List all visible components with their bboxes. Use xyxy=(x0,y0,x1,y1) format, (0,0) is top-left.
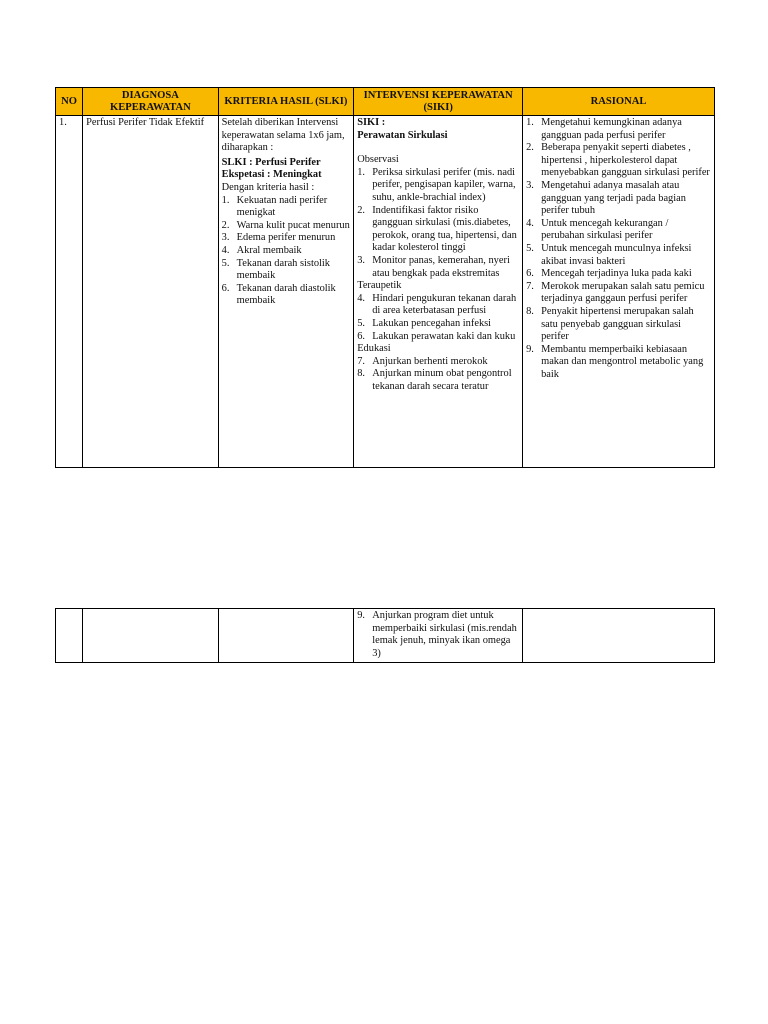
list-item-text: Anjurkan minum obat pengontrol tekanan darah secara teratur xyxy=(372,368,512,392)
list-item-number: 3. xyxy=(357,254,365,266)
list-item xyxy=(357,293,519,318)
list-item-text: Monitor panas, kemerahan, nyeri atau bengkak pada ekstremitas xyxy=(372,254,510,279)
list-item-number: 8. xyxy=(526,305,534,317)
list-item xyxy=(222,195,351,220)
list-item-text: Lakukan perawatan kaki dan kuku xyxy=(372,330,516,342)
list-item-number: 5. xyxy=(526,242,534,254)
list-item xyxy=(526,281,711,306)
list-item-text: Periksa sirkulasi perifer (mis. nadi perifer, pengisapan kapiler, warna, suhu, ankle-brachial index) xyxy=(372,166,516,203)
header-rasional: RASIONAL xyxy=(523,88,715,116)
kriteria-label: Dengan kriteria hasil : xyxy=(221,181,315,193)
header-no: NO xyxy=(56,88,83,116)
table-row xyxy=(56,116,715,468)
cell-diagnosa xyxy=(83,609,219,663)
list-item-number: 7. xyxy=(357,355,365,367)
list-item xyxy=(222,232,351,245)
list-item xyxy=(526,180,711,218)
cell-diagnosa: Perfusi Perifer Tidak Efektif xyxy=(83,116,219,468)
list-item-text: Warna kulit pucat menurun xyxy=(236,219,350,231)
list-item-number: 1. xyxy=(221,194,230,206)
header-row xyxy=(56,88,715,116)
teraupetik-list xyxy=(357,293,519,343)
list-item-text: Merokok merupakan salah satu pemicu terjadinya ganggaun perfusi perifer xyxy=(541,280,705,305)
list-item-number: 6. xyxy=(221,282,230,294)
cell-no xyxy=(56,609,83,663)
list-item-number: 1. xyxy=(526,117,534,128)
slki-title: SLKI : Perfusi Perifer xyxy=(221,156,321,168)
cell-no: 1. xyxy=(56,116,83,468)
header-diagnosa: DIAGNOSA KEPERAWATAN xyxy=(83,88,219,116)
list-item xyxy=(526,142,711,180)
list-item-text: Indentifikasi faktor risiko gangguan sirkulasi (mis.diabetes, perokok, orang tua, hipertensi, dan kadar kolesterol tinggi xyxy=(372,204,517,254)
header-intervensi: INTERVENSI KEPERAWATAN (SIKI) xyxy=(354,88,523,116)
ekspetasi: Ekspetasi : Meningkat xyxy=(221,169,322,181)
list-item-text: Tekanan darah diastolik membaik xyxy=(236,282,336,307)
edukasi-label: Edukasi xyxy=(357,343,391,355)
list-item-text: Anjurkan program diet untuk memperbaiki sirkulasi (mis.rendah lemak jenuh, minyak ikan omega 3) xyxy=(372,610,517,659)
list-item xyxy=(526,243,711,268)
list-item xyxy=(357,356,519,369)
care-plan-table-continued xyxy=(55,608,715,663)
list-item xyxy=(222,258,351,283)
list-item xyxy=(222,220,351,233)
kriteria-intro: Setelah diberikan Intervensi keperawatan selama 1x6 jam, diharapkan : xyxy=(221,117,345,154)
siki-label: SIKI : xyxy=(357,117,386,128)
cell-rasional xyxy=(523,116,715,468)
list-item-text: Anjurkan berhenti merokok xyxy=(372,355,488,367)
list-item-text: Tekanan darah sistolik membaik xyxy=(236,257,330,282)
list-item xyxy=(357,205,519,255)
list-item-text: Kekuatan nadi perifer menigkat xyxy=(236,194,328,219)
list-item xyxy=(526,218,711,243)
list-item-text: Untuk mencegah kekurangan / perubahan sirkulasi perifer xyxy=(541,217,669,242)
list-item-number: 5. xyxy=(221,257,230,269)
list-item-text: Mengetahui adanya masalah atau gangguan yang terjadi pada bagian perifer tubuh xyxy=(541,179,686,217)
list-item xyxy=(526,306,711,344)
list-item-text: Edema perifer menurun xyxy=(236,232,336,244)
list-item-number: 6. xyxy=(357,330,365,342)
kriteria-list xyxy=(222,195,351,308)
list-item-text: Hindari pengukuran tekanan darah di area keterbatasan perfusi xyxy=(372,292,517,317)
header-kriteria: KRITERIA HASIL (SLKI) xyxy=(218,88,354,116)
list-item xyxy=(357,167,519,205)
rasional-list xyxy=(526,117,711,381)
observasi-list xyxy=(357,167,519,280)
list-item-number: 5. xyxy=(357,317,365,329)
list-item-number: 4. xyxy=(221,244,230,256)
observasi-label: Observasi xyxy=(357,154,399,166)
list-item xyxy=(222,283,351,308)
list-item-text: Akral membaik xyxy=(236,244,302,256)
cell-rasional xyxy=(523,609,715,663)
list-item-text: Mengetahui kemungkinan adanya gangguan pada perfusi perifer xyxy=(541,117,682,141)
list-item-number: 3. xyxy=(526,179,534,191)
care-plan-table xyxy=(55,87,715,468)
list-item-number: 2. xyxy=(526,142,534,154)
list-item xyxy=(222,245,351,258)
cell-kriteria xyxy=(218,609,354,663)
cell-kriteria xyxy=(218,116,354,468)
list-item-text: Membantu memperbaiki kebiasaan makan dan mengontrol metabolic yang baik xyxy=(541,343,704,380)
list-item xyxy=(526,117,711,142)
cell-intervensi xyxy=(354,609,523,663)
list-item-text: Penyakit hipertensi merupakan salah satu penyebab gangguan sirkulasi perifer xyxy=(541,305,694,343)
list-item xyxy=(526,344,711,382)
list-item xyxy=(357,255,519,280)
list-item-number: 1. xyxy=(357,166,365,178)
list-item xyxy=(357,368,519,393)
list-item-number: 7. xyxy=(526,280,534,292)
table-row xyxy=(56,609,715,663)
list-item xyxy=(357,610,519,660)
list-item-text: Lakukan pencegahan infeksi xyxy=(372,317,492,329)
intervensi-continued-list xyxy=(357,610,519,660)
list-item-number: 2. xyxy=(221,219,230,231)
list-item xyxy=(357,331,519,344)
list-item-number: 2. xyxy=(357,204,365,216)
list-item-text: Beberapa penyakit seperti diabetes , hipertensi , hiperkolesterol dapat menyebabkan gangguan sirkulasi perifer xyxy=(541,142,710,179)
siki-name: Perawatan Sirkulasi xyxy=(357,129,448,141)
list-item-number: 4. xyxy=(526,217,534,229)
list-item-number: 9. xyxy=(357,610,365,621)
list-item-number: 6. xyxy=(526,268,534,280)
cell-intervensi xyxy=(354,116,523,468)
edukasi-list xyxy=(357,356,519,394)
list-item-number: 8. xyxy=(357,368,365,380)
teraupetik-label: Teraupetik xyxy=(357,280,402,292)
list-item-number: 3. xyxy=(221,232,230,244)
list-item xyxy=(357,318,519,331)
list-item-text: Mencegah terjadinya luka pada kaki xyxy=(541,268,692,280)
list-item-number: 9. xyxy=(526,343,534,355)
list-item-text: Untuk mencegah munculnya infeksi akibat invasi bakteri xyxy=(541,242,692,267)
list-item xyxy=(526,268,711,281)
list-item-number: 4. xyxy=(357,292,365,304)
